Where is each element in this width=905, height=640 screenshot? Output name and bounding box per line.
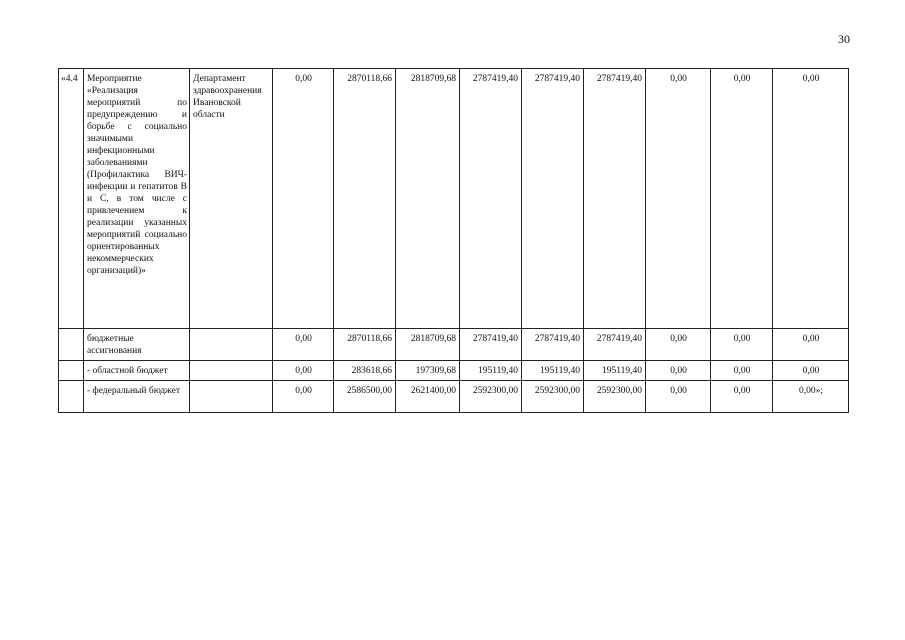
value-cell: 0,00: [273, 329, 334, 361]
measure-name-cell: - областной бюджет: [84, 361, 190, 381]
executor-cell: [190, 381, 273, 413]
value-cell: 2787419,40: [460, 329, 522, 361]
value-cell: 0,00: [711, 69, 773, 329]
value-cell: 0,00: [646, 361, 711, 381]
value-cell: 0,00: [646, 329, 711, 361]
value-cell: 2787419,40: [584, 329, 646, 361]
value-cell: 2787419,40: [522, 329, 584, 361]
value-cell: 195119,40: [522, 361, 584, 381]
value-cell: 2870118,66: [334, 69, 396, 329]
value-cell: 2787419,40: [522, 69, 584, 329]
value-cell: 2870118,66: [334, 329, 396, 361]
value-cell: 2818709,68: [396, 69, 460, 329]
table-row: [59, 361, 849, 381]
value-cell: 2592300,00: [584, 381, 646, 413]
row-index-cell: [59, 361, 84, 381]
value-cell: 0,00: [711, 361, 773, 381]
value-cell: 0,00: [711, 329, 773, 361]
value-cell: 195119,40: [584, 361, 646, 381]
table-row: [59, 329, 849, 361]
value-cell: 0,00: [273, 69, 334, 329]
value-cell: 0,00: [773, 69, 849, 329]
value-cell: 0,00: [773, 329, 849, 361]
value-cell: 2818709,68: [396, 329, 460, 361]
value-cell: 195119,40: [460, 361, 522, 381]
measure-name-cell: Мероприятие «Реализация мероприятий по предупреждению и борьбе с социально значимыми инфекционными заболеваниями (Профилактика ВИЧ-инфекции и гепатитов В и С, в том числе с привлечением к реализации указанных мероприятий социально ориентированных некоммерческих организаций)»: [84, 69, 190, 329]
value-cell: 2592300,00: [460, 381, 522, 413]
value-cell: 0,00: [273, 361, 334, 381]
executor-cell: Департамент здравоохранения Ивановской области: [190, 69, 273, 329]
row-index-cell: «4.4: [59, 69, 84, 329]
table-row: [59, 69, 849, 329]
value-cell: 0,00: [646, 69, 711, 329]
page-number: 30: [838, 32, 850, 46]
program-financing-table: [58, 68, 849, 413]
value-cell: 0,00»;: [773, 381, 849, 413]
measure-name-cell: бюджетные ассигнования: [84, 329, 190, 361]
row-index-cell: [59, 329, 84, 361]
value-cell: 2621400,00: [396, 381, 460, 413]
value-cell: 2586500,00: [334, 381, 396, 413]
executor-cell: [190, 329, 273, 361]
value-cell: 197309,68: [396, 361, 460, 381]
value-cell: 2592300,00: [522, 381, 584, 413]
value-cell: 0,00: [273, 381, 334, 413]
value-cell: 0,00: [773, 361, 849, 381]
value-cell: 2787419,40: [460, 69, 522, 329]
value-cell: 2787419,40: [584, 69, 646, 329]
measure-name-cell: - федеральный бюджет: [84, 381, 190, 413]
row-index-cell: [59, 381, 84, 413]
value-cell: 0,00: [646, 381, 711, 413]
executor-cell: [190, 361, 273, 381]
table-row: [59, 381, 849, 413]
value-cell: 0,00: [711, 381, 773, 413]
value-cell: 283618,66: [334, 361, 396, 381]
